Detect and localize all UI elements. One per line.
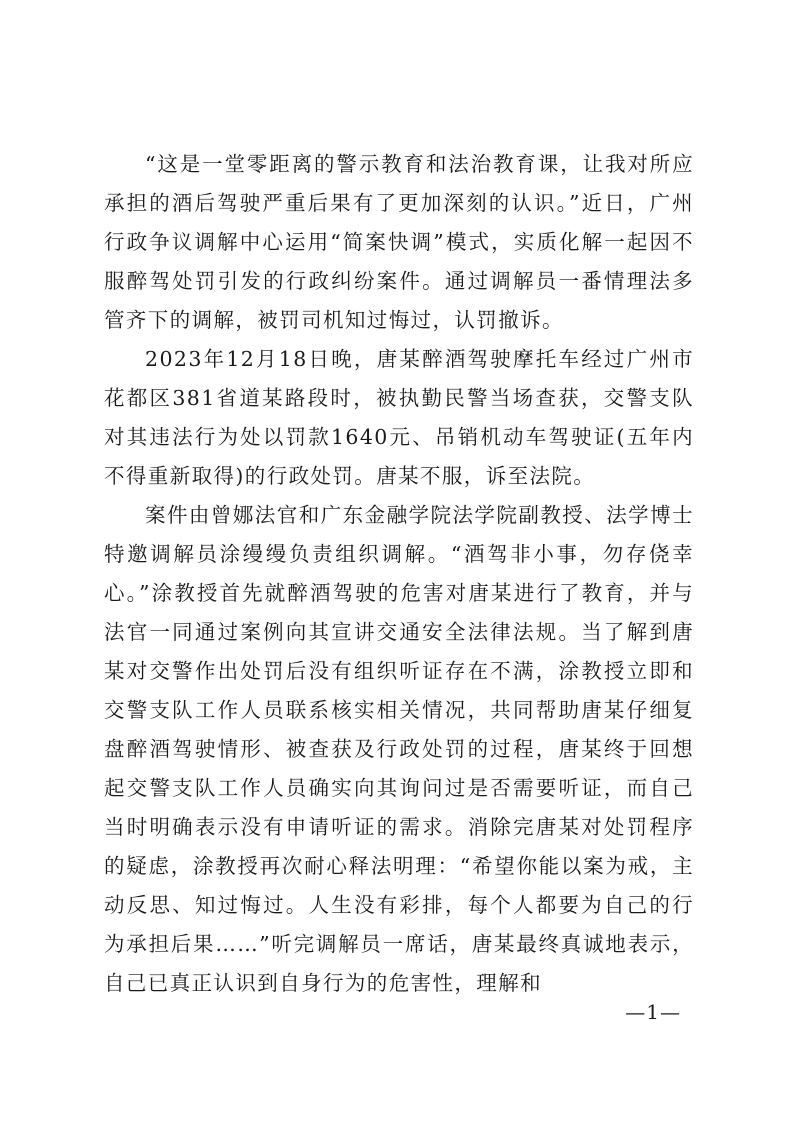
page-number: —1— (625, 1000, 681, 1024)
paragraph-3: 案件由曾娜法官和广东金融学院法学院副教授、法学博士特邀调解员涂缦缦负责组织调解。“酒驾非小事，勿存侥幸心。”涂教授首先就醉酒驾驶的危害对唐某进行了教育，并与法官一同通过案例向其宣讲交通安全法律法规。当了解到唐某对交警作出处罚后没有组织听证存在不满，涂教授立即和交警支队工作人员联系核实相关情况，共同帮助唐某仔细复盘醉酒驾驶情形、被查获及行政处罚的过程，唐某终于回想起交警支队工作人员确实向其询问过是否需要听证，而自己当时明确表示没有申请听证的需求。消除完唐某对处罚程序的疑虑，涂教授再次耐心释法明理：“希望你能以案为戒，主动反思、知过悔过。人生没有彩排，每个人都要为自己的行为承担后果……”听完调解员一席话，唐某最终真诚地表示，自己已真正认识到自身行为的危害性，理解和 (104, 503, 694, 995)
document-body (104, 145, 694, 1003)
paragraph-1: “这是一堂零距离的警示教育和法治教育课，让我对所应承担的酒后驾驶严重后果有了更加深刻的认识。”近日，广州行政争议调解中心运用“简案快调”模式，实质化解一起因不服醉驾处罚引发的行政纠纷案件。通过调解员一番情理法多管齐下的调解，被罚司机知过悔过，认罚撤诉。 (104, 152, 694, 332)
paragraph-2: 2023年12月18日晚，唐某醉酒驾驶摩托车经过广州市花都区381省道某路段时，被执勤民警当场查获，交警支队对其违法行为处以罚款1640元、吊销机动车驾驶证(五年内不得重新取得)的行政处罚。唐某不服，诉至法院。 (104, 347, 694, 488)
